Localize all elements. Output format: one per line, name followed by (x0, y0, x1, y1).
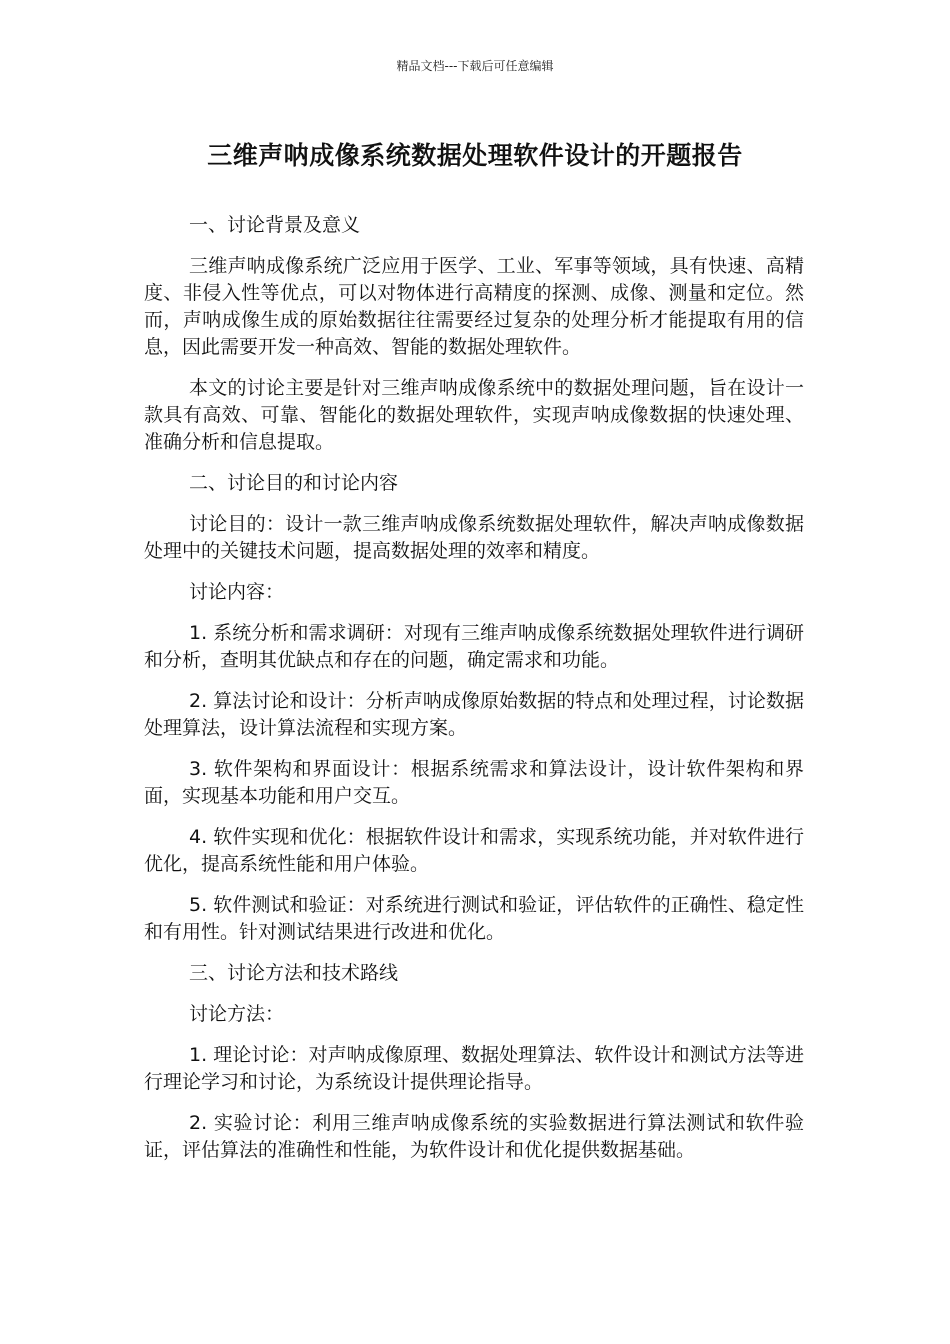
document-title: 三维声呐成像系统数据处理软件设计的开题报告 (207, 141, 743, 170)
paragraph-goal: 讨论目的：设计一款三维声呐成像系统数据处理软件，解决声呐成像数据处理中的关键技术问题，提高数据处理的效率和精度。 (144, 513, 804, 562)
section-heading-background: 一、讨论背景及意义 (189, 214, 361, 236)
list-item-content-3: 3. 软件架构和界面设计：根据系统需求和算法设计，设计软件架构和界面，实现基本功能和用户交互。 (144, 758, 804, 807)
method-label: 讨论方法： (189, 1003, 285, 1025)
paragraph-background-1: 三维声呐成像系统广泛应用于医学、工业、军事等领域，具有快速、高精度、非侵入性等优点，可以对物体进行高精度的探测、成像、测量和定位。然而，声呐成像生成的原始数据往往需要经过复杂的处理分析才能提取有用的信息，因此需要开发一种高效、智能的数据处理软件。 (144, 255, 804, 358)
content-label: 讨论内容： (189, 581, 285, 603)
document-body (144, 212, 804, 1178)
list-item-content-4: 4. 软件实现和优化：根据软件设计和需求，实现系统功能，并对软件进行优化，提高系统性能和用户体验。 (144, 826, 804, 875)
list-item-method-2: 2. 实验讨论：利用三维声呐成像系统的实验数据进行算法测试和软件验证，评估算法的准确性和性能，为软件设计和优化提供数据基础。 (144, 1112, 804, 1161)
list-item-content-5: 5. 软件测试和验证：对系统进行测试和验证，评估软件的正确性、稳定性和有用性。针对测试结果进行改进和优化。 (144, 894, 804, 943)
list-item-method-1: 1. 理论讨论：对声呐成像原理、数据处理算法、软件设计和测试方法等进行理论学习和讨论，为系统设计提供理论指导。 (144, 1044, 804, 1093)
section-heading-goals: 二、讨论目的和讨论内容 (189, 472, 399, 494)
list-item-content-2: 2. 算法讨论和设计：分析声呐成像原始数据的特点和处理过程，讨论数据处理算法，设计算法流程和实现方案。 (144, 690, 804, 739)
header-note: 精品文档---下载后可任意编辑 (396, 59, 554, 73)
section-heading-methods: 三、讨论方法和技术路线 (189, 962, 399, 984)
list-item-content-1: 1. 系统分析和需求调研：对现有三维声呐成像系统数据处理软件进行调研和分析，查明其优缺点和存在的问题，确定需求和功能。 (144, 622, 804, 671)
paragraph-background-2: 本文的讨论主要是针对三维声呐成像系统中的数据处理问题，旨在设计一款具有高效、可靠、智能化的数据处理软件，实现声呐成像数据的快速处理、准确分析和信息提取。 (144, 377, 804, 453)
